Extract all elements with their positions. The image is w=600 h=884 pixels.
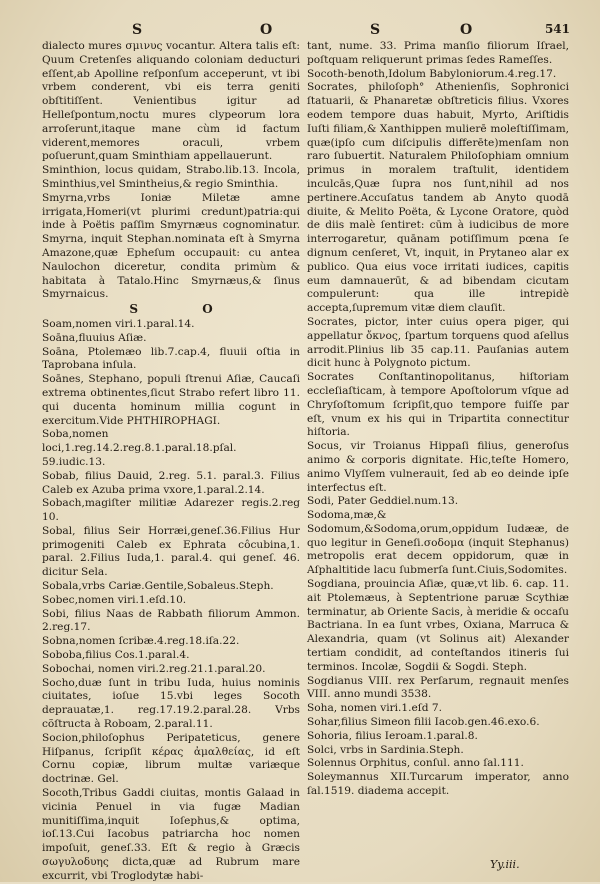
entry-paragraph: Sobna,nomen ſcribæ.4.reg.18.iſa.22. [42, 635, 240, 648]
header-letter-s-right: S [370, 22, 383, 38]
entry-paragraph: Sobala,vrbs Cariæ.Gentile,Sobaleus.Steph. [42, 580, 274, 593]
entry-paragraph: Sobach,magiſter militiæ Adarezer regis.2.reg 10. [42, 497, 300, 524]
entry-paragraph: Soānes, Stephano, populi ſtrenui Aſiæ, Caucaſi extrema obtinentes,ſicut Strabo refert libro 11. qui ducenta hominum millia cogunt in exercitum.Vide PHTHIROPHAGI. [42, 373, 300, 427]
entry-paragraph: Sogdiana, prouincia Aſiæ, quæ,vt lib. 6. cap. 11. ait Ptolemæus, à Septentrione paruæ Scythiæ terminatur, ab Oriente Sacis, à meridie & occaſu Bactriana. In ea ſunt vrbes, Oxiana, Marruca & Alexandria, quam (vt Solinus ait) Alexander tertiam condidit, ad conteſtandos itineris ſui terminos. Incolæ, Sogdii & Sogdi. Steph. [307, 578, 569, 673]
entry-paragraph: Sobi, filius Naas de Rabbath filiorum Ammon. 2.reg.17. [42, 607, 300, 634]
entry-paragraph: Socoth-benoth,Idolum Babyloniorum.4.reg.17. [307, 67, 557, 80]
entry-paragraph: Smyrna,vrbs Ioniæ Miletæ amne irrigata,Homeri(vt plurimi credunt)patria:qui inde à Poëtis paſſim Smyrnæus cognominatur. Smyrna, inquit Stephan.nominata eſt à Smyrna Amazone,quæ Epheſum occupauit: cu antea Naulochon diceretur, condita primùm & habitata à Tatalo.Hinc Smyrnæus,& ſinus Smyrnaicus. [42, 191, 300, 301]
entry-paragraph: Soam,nomen viri.1.paral.14. [42, 317, 195, 330]
header-letter-s-left: S [132, 22, 145, 38]
header-letter-o-right: O [460, 22, 475, 38]
left-column [42, 40, 300, 884]
signature-mark: Yy.iii. [490, 858, 520, 871]
entry-paragraph: Sodoma,mæ,& Sodomum,&Sodoma,orum,oppidum Iudææ, de quo legitur in Geneſi.σοδομα (inquit Stephanus) metropolis erat decem oppidorum, quæ in Aſphaltitide lacu ſubmerſa ſunt.Ciuis,Sodomites. [307, 509, 569, 577]
entry-paragraph: Socoth,Tribus Gaddi ciuitas, montis Galaad in vicinia Penuel in via fugæ Madian munitiſſima,inquit Ioſephus,& optima, ioſ.13.Cui Iacobus patriarcha hoc nomen impoſuit, geneſ.33. Eſt & regio à Græcis σωγυλοδυης dicta,quæ ad Rubrum mare excurrit, vbi Troglodytæ habi- [42, 787, 300, 882]
entry-paragraph: Sobec,nomen viri.1.eſd.10. [42, 593, 187, 606]
entry-paragraph: dialecto mures σμινυς vocantur. Altera talis eſt: Quum Cretenſes aliquando coloniam deducturi eſſent,ab Apolline reſponſum acceperunt, vt ibi vrbem conderent, vbi eis terra geniti obſtitiſſent. Venientibus igitur ad Helleſpontum,noctu mures clypeorum lora arroſerunt,itaque mane cùm id factum viderent,memores oraculi, vrbem poſuerunt,quam Sminthiam appellauerunt. [42, 40, 300, 163]
running-header [40, 22, 570, 40]
entry-paragraph: Soha, nomen viri.1.eſd 7. [307, 702, 442, 715]
entry-paragraph: Sohar,filius Simeon filii Iacob.gen.46.exo.6. [307, 716, 540, 729]
entry-paragraph: tant, nume. 33. Prima manſio filiorum Iſrael, poſtquam reliquerunt primas ſedes Rameſſes. [307, 40, 569, 66]
entry-paragraph: Socus, vir Troianus Hippaſi filius, generoſus animo & corporis dignitate. Hic,teſte Homero, animo Vlyſſem vulnerauit, ſed ab eo deinde ipſe interfectus eſt. [307, 440, 569, 494]
entry-paragraph: Solci, vrbs in Sardinia.Steph. [307, 743, 464, 756]
entry-paragraph: Socrates, philoſoph° Athenienſis, Sophronici ſtatuarii, & Phanaretæ obſtreticis filius. Vxores eodem tempore duas habuit, Myrto, Ariſtidis Iuſti filiam,& Xanthippen mulierē moleſtiſſimam, quæ(ipſo cum diſcipulis differēte)menſam non raro ſubuertit. Naturalem Philoſophiam omnium primus in moralem traſtulit, identidem inculcās,Quæ ſupra nos ſunt,nihil ad nos pertinere.Accuſatus tandem ab Anyto quodā diuite, & Melito Poëta, & Lycone Oratore, quòd de diis malè ſentiret: cūm à iudicibus de more interrogaretur, quānam potiſſimum pœna ſe dignum cenſeret, Vt, inquit, in Prytaneo alar ex publico. Qua eius voce irritati iudices, capitis eum damnauerūt, & ad bibendam cicutam compulerunt: qua ille intrepidè accepta,ſupremum vitæ diem clauſit. [307, 81, 569, 315]
page-number: 541 [544, 22, 570, 36]
entry-paragraph: Sobal, filius Seir Horræi,geneſ.36.Filius Hur primogeniti Caleb ex Ephrata côcubina,1. paral. 2.Filius Iuda,1. paral.4. qui geneſ. 46. dicitur Sela. [42, 524, 300, 579]
entry-paragraph: Sodi, Pater Geddiel.num.13. [307, 495, 459, 508]
entry-paragraph: Soāna,fluuius Aſiæ. [42, 331, 147, 344]
right-column [307, 40, 569, 799]
entry-paragraph: Socion,philoſophus Peripateticus, genere Hiſpanus, ſcripſit κέρας ἀμαλθείας, id eſt Cornu copiæ, librum multæ variæque doctrinæ. Gel. [42, 731, 300, 786]
entry-paragraph: Socho,duæ ſunt in tribu Iuda, huius nominis ciuitates, ioſue 15.vbi leges Socoth deprauatæ,1. reg.17.19.2.paral.28. Vrbs cõſtructa à Roboam, 2.paral.11. [42, 676, 300, 731]
entry-paragraph: Soba,nomen loci,1.reg.14.2.reg.8.1.paral.18.pſal. 59.iudic.13. [42, 428, 237, 468]
header-letter-o-left: O [260, 22, 275, 38]
entry-paragraph: Sminthion, locus quidam, Strabo.lib.13. Incola, Sminthius,vel Smintheius,& regio Sminthia. [42, 164, 300, 190]
entry-paragraph: Solennus Orphitus, conſul. anno ſal.111. [307, 757, 524, 770]
entry-paragraph: Soāna, Ptolemæo lib.7.cap.4, fluuii oſtia in Taprobana inſula. [42, 345, 300, 372]
entry-paragraph: Sobab, filius Dauid, 2.reg. 5.1. paral.3. Filius Caleb ex Azuba prima vxore,1.paral.2.14. [42, 469, 300, 496]
entry-paragraph: Sohoria, filius Ieroam.1.paral.8. [307, 729, 478, 742]
entry-paragraph: Soboba,filius Cos.1.paral.4. [42, 649, 190, 662]
entry-paragraph: Sobochai, nomen viri.2.reg.21.1.paral.20. [42, 662, 266, 675]
entry-paragraph: Socrates, pictor, inter cuius opera piger, qui appellatur ὄκνος, ſpartum torquens quod aſellus arrodit.Plinius lib 35 cap.11. Pauſanias autem dicit hunc à Polygnoto pictum. [307, 315, 569, 370]
entry-paragraph: Sogdianus VIII. rex Perſarum, regnauit menſes VIII. anno mundi 3538. [307, 674, 569, 701]
entry-paragraph: Socrates Conſtantinopolitanus, hiſtoriam eccleſiaſticam, à tempore Apoſtolorum vſque ad Chryſoſtomum ſcripſit,quo tempore fuiſſe par eſt, vnum ex his qui in Tripartita connectitur hiſtoria. [307, 371, 569, 439]
entry-paragraph: Soleymannus XII.Turcarum imperator, anno ſal.1519. diadema accepit. [307, 771, 569, 798]
section-divider: S O [129, 302, 243, 317]
